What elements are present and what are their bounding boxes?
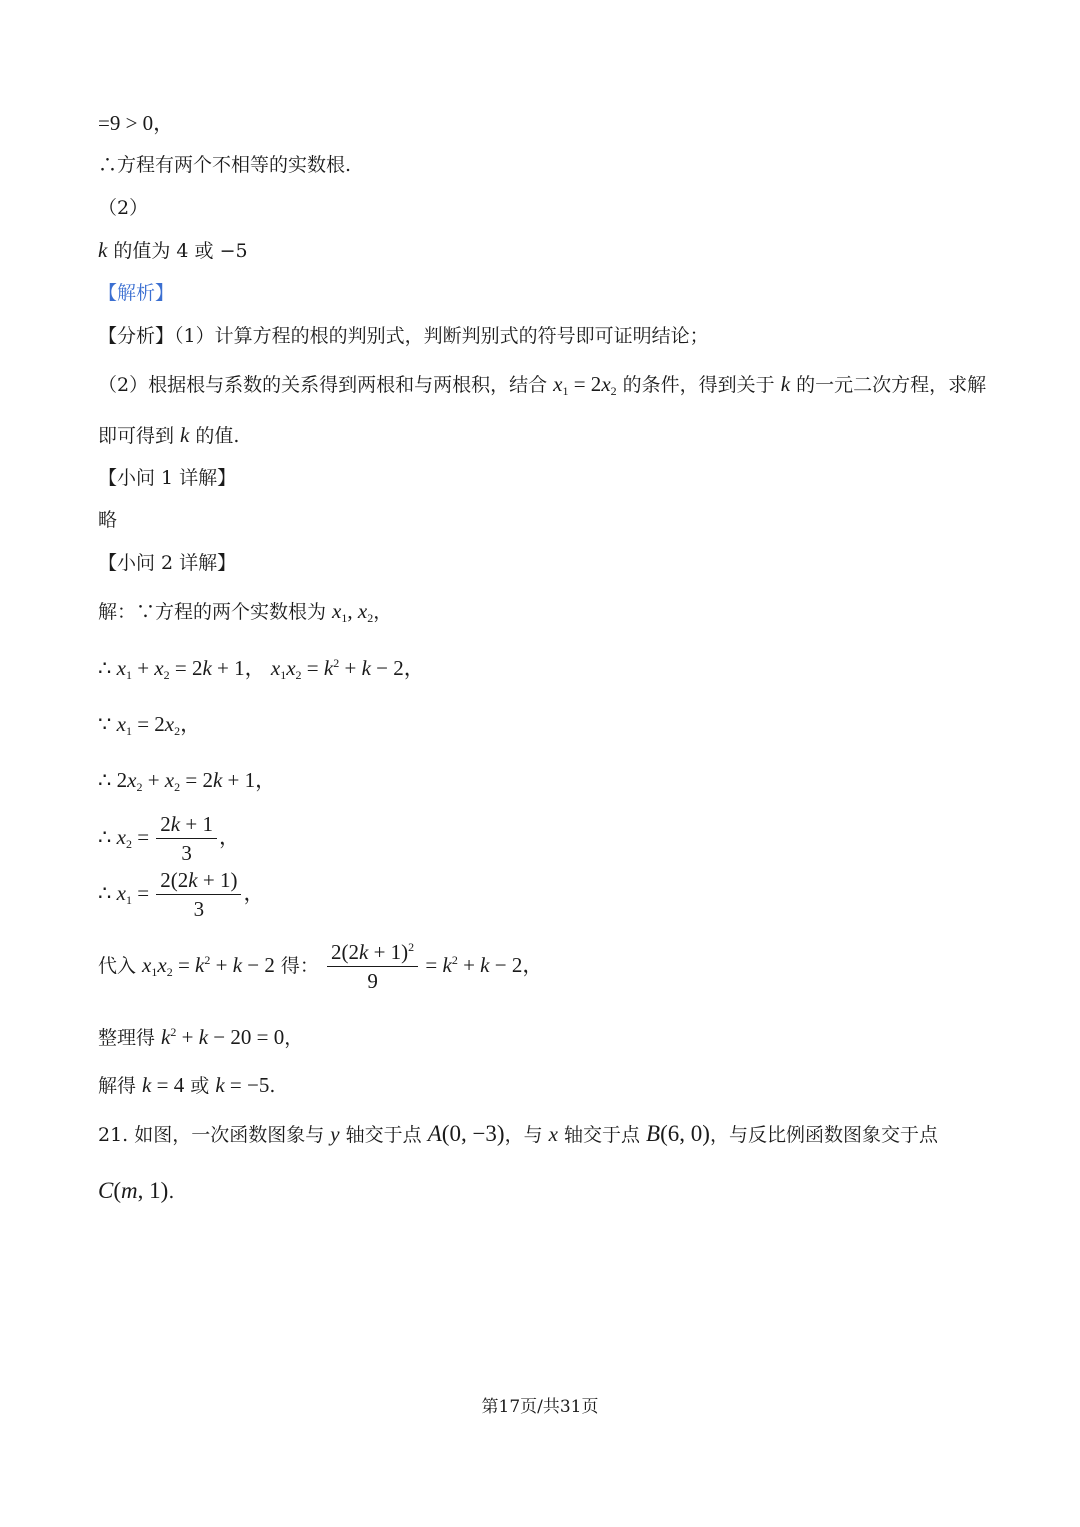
roots-statement: 解：∵方程的两个实数根为 $x_1$, $x_2$， xyxy=(98,599,393,625)
equation-line-delta: =9 > 0， xyxy=(98,111,175,135)
vieta-equations: ∴ $x_1 + x_2 = 2k + 1$， $x_1x_2 = k^2 + k - 2$， xyxy=(98,656,425,682)
page-footer: 第17页/共31页 xyxy=(481,1397,599,1417)
analysis-heading: 【解析】 xyxy=(98,282,175,304)
sub-question-1-body: 略 xyxy=(98,509,118,531)
simplified-equation: 整理得 $k^2 + k - 20 = 0$， xyxy=(98,1025,304,1049)
condition-equation: ∵ $x_1 = 2x_2$， xyxy=(98,712,202,738)
sub-question-2-heading: 【小问 2 详解】 xyxy=(98,552,237,574)
sub-question-1-heading: 【小问 1 详解】 xyxy=(98,467,237,489)
x1-fraction: ∴ $x_1$ = $\frac{2(2k + 1)}{3}$ ， xyxy=(98,868,265,921)
substituted-sum: ∴ $2x_2 + x_2 = 2k + 1$， xyxy=(98,768,277,794)
analysis-part-1: 【分析】（1）计算方程的根的判别式，判断判别式的符号即可证明结论； xyxy=(98,325,709,347)
x2-fraction: ∴ $x_2$ = $\frac{2k + 1}{3}$ ， xyxy=(98,812,240,865)
answer-k-line: k 的值为 4 或 −5 xyxy=(98,238,248,262)
solution-line: 解得 k = 4 或 k = −5. xyxy=(98,1073,276,1097)
analysis-part-2: （2）根据根与系数的关系得到两根和与两根积，结合 $x_1 = 2x_2$ 的条件，得到关于 k 的一元二次方程，求解 xyxy=(98,372,987,398)
analysis-part-2-cont: 即可得到 k 的值. xyxy=(98,423,240,447)
conclusion-line: ∴方程有两个不相等的实数根. xyxy=(98,154,352,176)
substitution-equation: 代入 $x_1x_2 = k^2 + k - 2$ 得： $\frac{2(2k + 1)^2}{9}$ = $k^2 + k - 2$， xyxy=(98,940,544,993)
part-2-label: （2） xyxy=(98,197,149,219)
question-21-text: 21. 如图，一次函数图象与 y 轴交于点 A(0, −3)，与 x 轴交于点 B(6, 0)，与反比例函数图象交于点 xyxy=(98,1121,938,1146)
question-21-cont: C(m, 1). xyxy=(98,1178,175,1203)
